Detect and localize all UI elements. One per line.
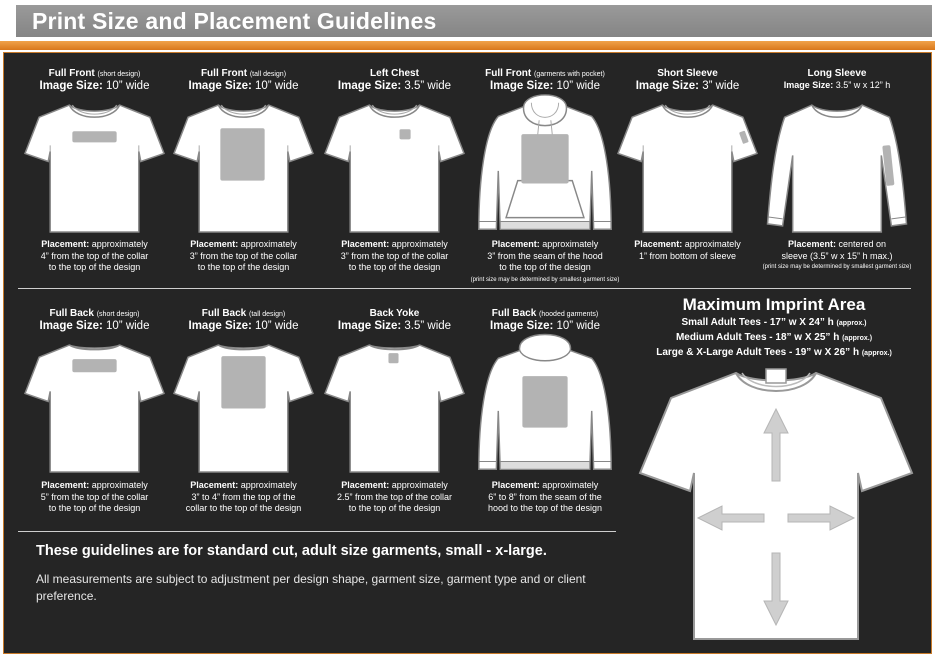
print-area	[400, 129, 411, 139]
print-area	[221, 356, 265, 408]
footer-heading: These guidelines are for standard cut, adult size garments, small - x-large.	[36, 543, 547, 559]
placement-name: Left Chest	[370, 68, 419, 79]
page-title: Print Size and Placement Guidelines	[32, 8, 437, 34]
approx-label: (approx.)	[836, 320, 867, 327]
image-size-value: 10” wide	[106, 80, 150, 92]
tshirt-front-icon	[617, 95, 758, 236]
placement-line: to the top of the design	[348, 262, 441, 272]
print-area	[522, 376, 567, 427]
placement-short-sleeve	[615, 65, 760, 285]
placement-label: Placement:	[190, 480, 239, 490]
image-size-value: 10” wide	[255, 80, 299, 92]
placement-label: Placement:	[341, 239, 390, 249]
placement-qualifier: (short design)	[97, 71, 141, 78]
placement-long-sleeve	[762, 65, 912, 287]
image-size-value: 10” wide	[255, 320, 299, 332]
placement-line: approximately	[240, 480, 297, 490]
placement-full-back-short	[22, 305, 167, 520]
placement-line: to the top of the design	[197, 262, 290, 272]
max-imprint-tshirt-icon	[636, 363, 916, 643]
image-size-label: Image Size:	[337, 80, 402, 92]
placement-line: 3” from the top of the collar	[189, 250, 298, 261]
placement-line: approximately	[542, 239, 599, 249]
placement-line: approximately	[684, 239, 741, 249]
tshirt-back-icon	[324, 335, 465, 476]
image-size-label: Image Size:	[188, 320, 252, 332]
max-imprint-line	[624, 317, 924, 328]
placement-name: Full Front	[200, 68, 248, 79]
tshirt-back-icon	[173, 335, 314, 476]
placement-line: 1” from bottom of sleeve	[638, 250, 737, 261]
hoodie-back-icon	[473, 333, 617, 479]
placement-name: Short Sleeve	[657, 68, 718, 79]
placement-name: Full Back	[49, 308, 94, 319]
max-imprint-size: Large & X-Large Adult Tees - 19” w X 26” h	[656, 347, 860, 358]
placement-qualifier: (garments with pocket)	[534, 71, 605, 78]
placement-name: Long Sleeve	[807, 68, 867, 79]
placement-full-front-pocket	[470, 65, 620, 287]
image-size-label: Image Size:	[490, 320, 554, 332]
image-size-label: Image Size:	[337, 320, 402, 332]
title-bar	[16, 5, 932, 37]
image-size-label: Image Size:	[783, 80, 834, 90]
placement-label: Placement:	[491, 480, 540, 490]
image-size-value: 3” wide	[702, 80, 740, 92]
placement-name: Back Yoke	[369, 308, 420, 319]
placement-name: Full Front	[48, 68, 95, 79]
placement-line: collar to the top of the design	[185, 503, 302, 513]
image-size-label: Image Size:	[188, 80, 252, 92]
image-size-value: 3.5” w x 12” h	[835, 80, 891, 90]
placement-name: Full Front	[485, 68, 532, 79]
hoodie-front-icon	[473, 93, 617, 239]
approx-label: (approx.)	[861, 350, 892, 357]
image-size-value: 10” wide	[556, 320, 600, 332]
image-size-label: Image Size:	[39, 80, 103, 92]
tshirt-front-icon	[173, 95, 314, 236]
print-area	[388, 353, 398, 363]
image-size-label: Image Size:	[490, 80, 554, 92]
placement-qualifier: (short design)	[96, 311, 140, 318]
placement-line: 2.5” from the top of the collar	[336, 491, 453, 502]
image-size-value: 3.5” wide	[404, 320, 452, 332]
max-imprint-size: Medium Adult Tees - 18” w X 25” h	[675, 332, 840, 343]
max-imprint-title: Maximum Imprint Area	[682, 295, 866, 314]
image-size-value: 3.5” wide	[404, 80, 452, 92]
image-size-label: Image Size:	[635, 80, 699, 92]
tshirt-front-icon	[24, 95, 165, 236]
guidelines-panel	[3, 52, 932, 654]
approx-label: (approx.)	[842, 335, 873, 342]
placement-line: to the top of the design	[348, 503, 441, 513]
placement-label: Placement:	[341, 480, 390, 490]
tshirt-front-icon	[324, 95, 465, 236]
placement-full-back-tall	[171, 305, 316, 520]
image-size-label: Image Size:	[39, 320, 103, 332]
print-area	[521, 134, 568, 183]
tag-icon	[766, 369, 786, 383]
placement-left-chest	[322, 65, 467, 285]
placement-label: Placement:	[41, 239, 90, 249]
placement-line: hood to the top of the design	[487, 503, 603, 513]
image-size-value: 10” wide	[106, 320, 150, 332]
placement-line: 3” from the top of the collar	[340, 250, 449, 261]
placement-line: 4” from the top of the collar	[40, 250, 149, 261]
placement-label: Placement:	[787, 239, 836, 249]
placement-back-yoke	[322, 305, 467, 520]
placement-line: approximately	[391, 239, 448, 249]
placement-qualifier: (hooded garments)	[539, 311, 599, 318]
placement-label: Placement:	[634, 239, 683, 249]
max-imprint-size: Small Adult Tees - 17” w X 24” h	[681, 317, 834, 328]
placement-qualifier: (tall design)	[249, 71, 287, 78]
print-area	[72, 131, 116, 142]
size-note: (print size may be determined by smallest garment size)	[762, 264, 912, 270]
max-imprint-line	[624, 347, 924, 358]
placement-label: Placement:	[190, 239, 239, 249]
placement-line: 6” to 8” from the seam of the	[488, 491, 602, 502]
placement-line: to the top of the design	[48, 503, 141, 513]
placement-name: Full Back	[201, 308, 247, 319]
placement-line: centered on	[838, 239, 887, 249]
placement-name: Full Back	[491, 308, 537, 319]
placement-qualifier: (tall design)	[249, 311, 286, 318]
placement-full-front-short	[22, 65, 167, 285]
placement-line: approximately	[391, 480, 448, 490]
print-area	[220, 128, 264, 180]
longsleeve-front-icon	[765, 95, 909, 236]
accent-bar	[0, 41, 935, 50]
image-size-value: 10” wide	[556, 80, 600, 92]
print-area	[72, 359, 116, 372]
tshirt-back-icon	[24, 335, 165, 476]
placement-label: Placement:	[41, 480, 90, 490]
placement-line: approximately	[542, 480, 599, 490]
size-note: (print size may be determined by smallest garment size)	[470, 277, 620, 283]
row-divider	[18, 288, 911, 289]
placement-line: approximately	[240, 239, 297, 249]
placement-full-back-hooded	[470, 305, 620, 520]
placement-line: 5” from the top of the collar	[40, 491, 149, 502]
placement-line: 3” to 4” from the top of the	[191, 491, 296, 502]
footer-divider	[18, 531, 616, 532]
placement-line: 3” from the seam of the hood	[487, 250, 603, 261]
placement-line: approximately	[91, 480, 148, 490]
placement-line: to the top of the design	[48, 262, 141, 272]
max-imprint-line	[624, 332, 924, 343]
footer-note: All measurements are subject to adjustment per design shape, garment size, garment type and or client preference.	[36, 572, 586, 603]
placement-line: approximately	[91, 239, 148, 249]
placement-line: to the top of the design	[499, 262, 591, 272]
placement-label: Placement:	[491, 239, 540, 249]
placement-full-front-tall	[171, 65, 316, 285]
placement-line: sleeve (3.5” w x 15” h max.)	[781, 250, 893, 261]
